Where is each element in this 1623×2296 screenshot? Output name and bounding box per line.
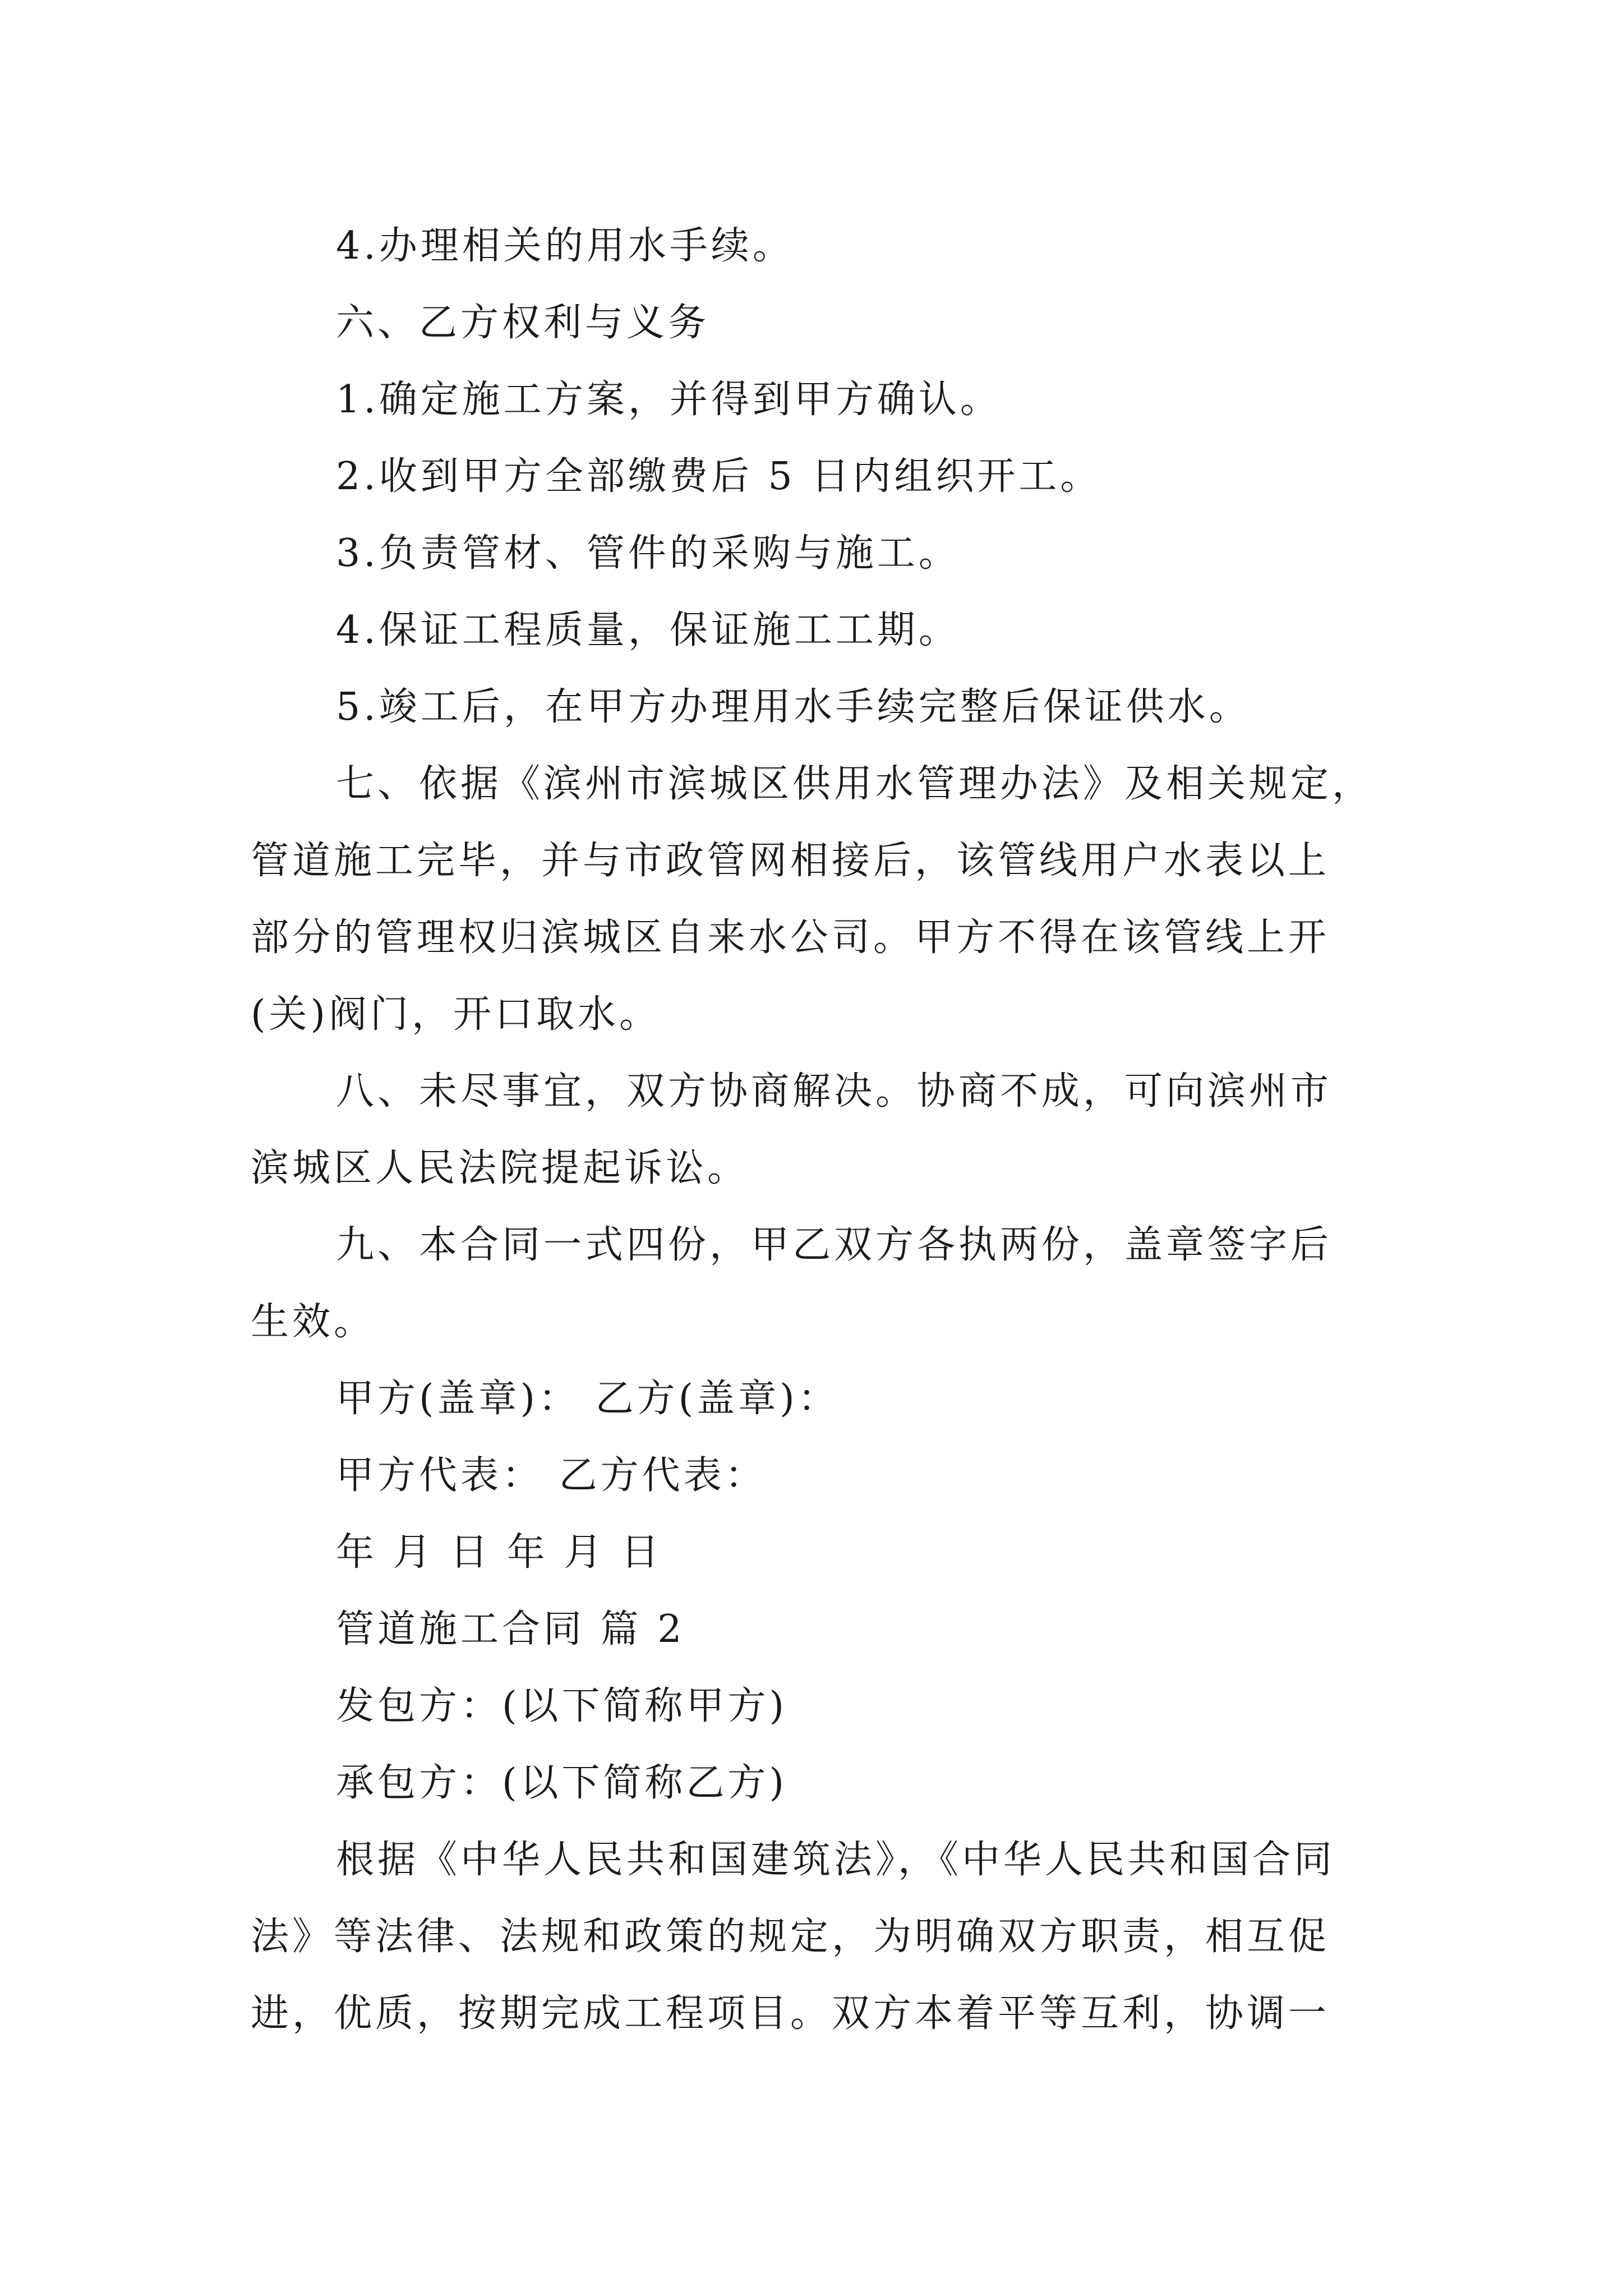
text-line: 滨城区人民法院提起诉讼。: [251, 1146, 749, 1190]
text-line: (关)阀门，开口取水。: [251, 992, 661, 1037]
text-line: 2.收到甲方全部缴费后 5 日内组织开工。: [336, 454, 1102, 499]
text-line: 七、依据《滨州市滨城区供用水管理办法》及相关规定，: [336, 762, 1374, 806]
text-line: 发包方：(以下简称甲方): [336, 1684, 788, 1728]
text-line: 九、本合同一式四份，甲乙双方各执两份，盖章签字后: [336, 1223, 1332, 1267]
text-line: 5.竣工后，在甲方办理用水手续完整后保证供水。: [336, 685, 1251, 729]
section-heading: 六、乙方权利与义务: [336, 301, 710, 345]
signature-line: 甲方代表： 乙方代表：: [336, 1453, 767, 1498]
signature-line: 甲方(盖章)： 乙方(盖章)：: [336, 1377, 840, 1421]
text-line: 根据《中华人民共和国建筑法》，《中华人民共和国合同: [336, 1838, 1336, 1882]
text-line: 生效。: [251, 1300, 376, 1344]
text-line: 进，优质，按期完成工程项目。双方本着平等互利，协调一: [251, 1991, 1330, 2036]
text-line: 部分的管理权归滨城区自来水公司。甲方不得在该管线上开: [251, 915, 1330, 960]
text-line: 3.负责管材、管件的采购与施工。: [336, 531, 960, 576]
text-line: 八、未尽事宜，双方协商解决。协商不成，可向滨州市: [336, 1069, 1332, 1114]
text-line: 4.保证工程质量，保证施工工期。: [336, 608, 960, 652]
text-line: 承包方：(以下简称乙方): [336, 1761, 788, 1805]
text-line: 管道施工完毕，并与市政管网相接后，该管线用户水表以上: [251, 839, 1330, 883]
text-line: 1.确定施工方案，并得到甲方确认。: [336, 378, 1002, 422]
date-line: 年 月 日 年 月 日: [336, 1530, 663, 1575]
document-body: [251, 208, 1384, 2052]
text-line: 法》等法律、法规和政策的规定，为明确双方职责，相互促: [251, 1915, 1330, 1959]
text-line: 4.办理相关的用水手续。: [336, 224, 794, 268]
section-title: 管道施工合同 篇 2: [336, 1607, 685, 1651]
